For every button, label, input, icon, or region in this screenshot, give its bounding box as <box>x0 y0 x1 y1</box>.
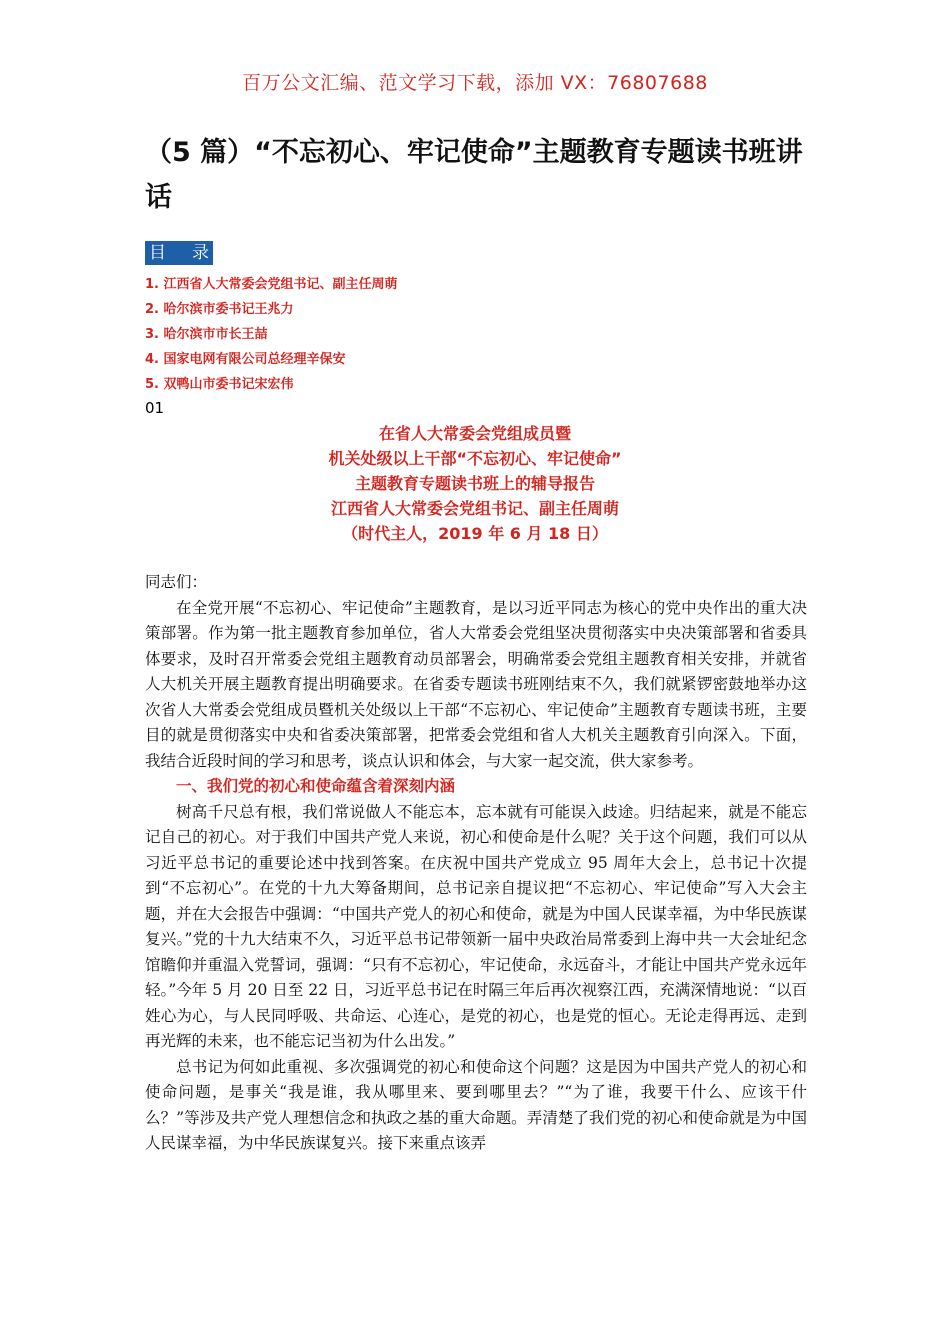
toc-item[interactable]: 4. 国家电网有限公司总经理辛保安 <box>145 352 346 367</box>
toc-heading-gap <box>170 241 188 265</box>
body-text <box>145 570 807 1157</box>
toc-heading-right: 录 <box>188 241 213 265</box>
promo-banner: 百万公文汇编、范文学习下载，添加 VX：76807688 <box>242 72 708 94</box>
paragraph: 树高千尺总有根，我们常说做人不能忘本，忘本就有可能误入歧途。归结起来，就是不能忘记自己的初心。对于我们中国共产党人来说，初心和使命是什么呢？关于这个问题，我们可以从习近平总书记的重要论述中找到答案。在庆祝中国共产党成立 95 周年大会上，总书记十次提到“不忘初心”。在党的十九大筹备期间，总书记亲自提议把“不忘初心、牢记使命”写入大会主题，并在大会报告中强调：“中国共产党人的初心和使命，就是为中国人民谋幸福，为中华民族谋复兴。”党的十九大结束不久，习近平总书记带领新一届中央政治局常委到上海中共一大会址纪念馆瞻仰并重温入党誓词，强调：“只有不忘初心，牢记使命，永远奋斗，才能让中国共产党永远年轻。”今年 5 月 20 日至 22 日，习近平总书记在时隔三年后再次视察江西，充满深情地说：“以百姓心为心，与人民同呼吸、共命运、心连心，是党的初心，也是党的恒心。无论走得再远、走到再光辉的未来，也不能忘记当初为什么出发。” <box>145 802 807 1050</box>
section-number: 01 <box>145 399 165 417</box>
table-of-contents <box>145 272 398 397</box>
toc-item[interactable]: 2. 哈尔滨市委书记王兆力 <box>145 302 294 317</box>
toc-item[interactable]: 5. 双鸭山市委书记宋宏伟 <box>145 377 294 392</box>
paragraph: 总书记为何如此重视、多次强调党的初心和使命这个问题？这是因为中国共产党人的初心和使命问题，是事关“我是谁，我从哪里来、要到哪里去？”“为了谁，我要干什么、应该干什么？”等涉及共产党人理想信念和执政之基的重大命题。弄清楚了我们党的初心和使命就是为中国人民谋幸福，为中华民族谋复兴。接下来重点该弄 <box>145 1057 807 1152</box>
section-subheading: 一、我们党的初心和使命蕴含着深刻内涵 <box>176 777 456 795</box>
toc-heading-left: 目 <box>145 241 170 265</box>
salutation: 同志们： <box>145 573 208 591</box>
report-date: （时代主人，2019 年 6 月 18 日） <box>342 524 608 543</box>
report-heading-line: 在省人大常委会党组成员暨 <box>378 424 571 443</box>
toc-item[interactable]: 1. 江西省人大常委会党组书记、副主任周萌 <box>145 277 398 292</box>
toc-item[interactable]: 3. 哈尔滨市市长王喆 <box>145 327 268 342</box>
document-title: （5 篇）“不忘初心、牢记使命”主题教育专题读书班讲话 <box>145 137 803 213</box>
report-author: 江西省人大常委会党组书记、副主任周萌 <box>330 499 619 518</box>
report-heading <box>145 421 805 546</box>
report-heading-line: 机关处级以上干部“不忘初心、牢记使命” <box>328 449 622 468</box>
report-heading-line: 主题教育专题读书班上的辅导报告 <box>354 474 595 493</box>
paragraph: 在全党开展“不忘初心、牢记使命”主题教育，是以习近平同志为核心的党中央作出的重大决策部署。作为第一批主题教育参加单位，省人大常委会党组坚决贯彻落实中央决策部署和省委具体要求，及时召开常委会党组主题教育动员部署会，明确常委会党组主题教育相关安排，并就省人大机关开展主题教育提出明确要求。在省委专题读书班刚结束不久，我们就紧锣密鼓地举办这次省人大常委会党组成员暨机关处级以上干部“不忘初心、牢记使命”主题教育专题读书班，主要目的就是贯彻落实中央和省委决策部署，把常委会党组和省人大机关主题教育引向深入。下面，我结合近段时间的学习和思考，谈点认识和体会，与大家一起交流，供大家参考。 <box>145 598 807 770</box>
toc-heading <box>145 241 213 265</box>
